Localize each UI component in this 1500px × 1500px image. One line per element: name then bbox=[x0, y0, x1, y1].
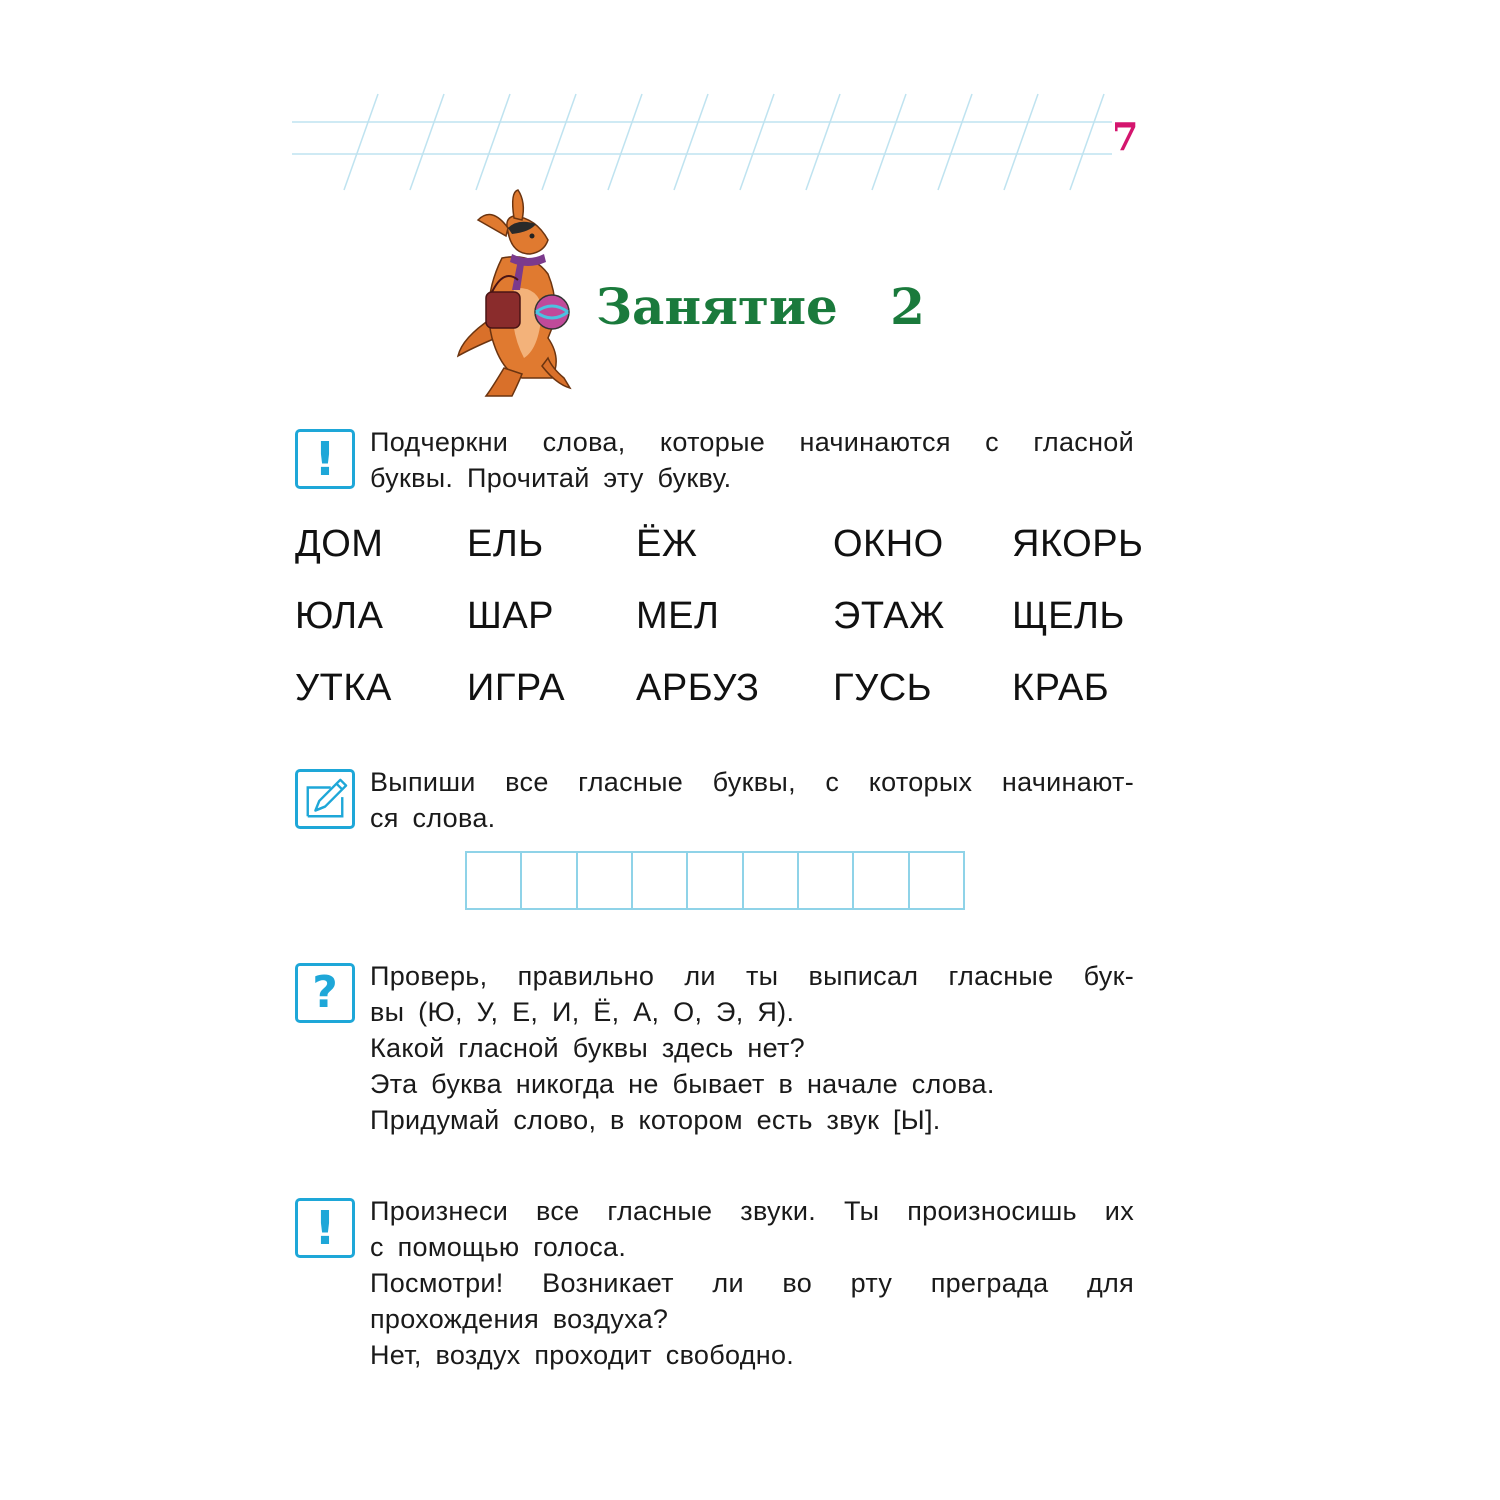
answer-box[interactable] bbox=[522, 853, 577, 908]
word-item[interactable]: ЭТАЖ bbox=[833, 595, 945, 637]
word-item[interactable]: ГУСЬ bbox=[833, 667, 933, 709]
lesson-title: Занятие 2 bbox=[596, 277, 925, 336]
task4-line-2: с помощью голоса. bbox=[370, 1232, 627, 1262]
word-item[interactable]: ИГРА bbox=[467, 667, 566, 709]
task1-line-2: буквы. Прочитай эту букву. bbox=[370, 463, 732, 493]
question-glyph: ? bbox=[312, 967, 338, 1018]
exclamation-icon bbox=[295, 429, 355, 489]
task3-instruction bbox=[370, 958, 1134, 1138]
task4-line-4: прохождения воздуха? bbox=[370, 1304, 669, 1334]
answer-box[interactable] bbox=[578, 853, 633, 908]
task2-line-1: Выпиши все гласные буквы, с которых начинают- bbox=[370, 767, 1134, 797]
page-number: 7 bbox=[1112, 114, 1139, 159]
kangaroo-icon bbox=[452, 188, 584, 402]
word-item[interactable]: ЩЕЛЬ bbox=[1012, 595, 1125, 637]
answer-box[interactable] bbox=[633, 853, 688, 908]
task3-line-1: Проверь, правильно ли ты выписал гласные бук- bbox=[370, 961, 1134, 991]
task2-instruction bbox=[370, 764, 1134, 836]
word-item[interactable]: ЯКОРЬ bbox=[1012, 523, 1144, 565]
answer-boxes bbox=[465, 851, 965, 910]
task1-line-1: Подчеркни слова, которые начинаются с гласной bbox=[370, 427, 1134, 457]
exclamation-icon bbox=[295, 1198, 355, 1258]
word-item[interactable]: УТКА bbox=[295, 667, 392, 709]
task2-line-2: ся слова. bbox=[370, 803, 496, 833]
answer-box[interactable] bbox=[910, 853, 963, 908]
task4-line-5: Нет, воздух проходит свободно. bbox=[370, 1340, 795, 1370]
word-item[interactable]: ЮЛА bbox=[295, 595, 384, 637]
exclamation-glyph: ! bbox=[314, 432, 336, 486]
task3-line-3: Какой гласной буквы здесь нет? bbox=[370, 1033, 805, 1063]
task4-line-1: Произнеси все гласные звуки. Ты произносишь их bbox=[370, 1196, 1134, 1226]
pencil-write-icon bbox=[295, 769, 355, 829]
task3-line-4: Эта буква никогда не бывает в начале слова. bbox=[370, 1069, 995, 1099]
answer-box[interactable] bbox=[799, 853, 854, 908]
word-item[interactable]: ШАР bbox=[467, 595, 555, 637]
task4-line-3: Посмотри! Возникает ли во рту преграда для bbox=[370, 1268, 1134, 1298]
task4-instruction bbox=[370, 1193, 1134, 1373]
answer-box[interactable] bbox=[688, 853, 743, 908]
word-item[interactable]: ЁЖ bbox=[636, 523, 698, 565]
word-item[interactable]: ЕЛЬ bbox=[467, 523, 544, 565]
task3-line-2: вы (Ю, У, Е, И, Ё, А, О, Э, Я). bbox=[370, 997, 795, 1027]
exclamation-glyph: ! bbox=[314, 1201, 336, 1255]
word-item[interactable]: КРАБ bbox=[1012, 667, 1110, 709]
answer-box[interactable] bbox=[467, 853, 522, 908]
pencil-write-glyph bbox=[302, 775, 348, 823]
word-item[interactable]: АРБУЗ bbox=[636, 667, 760, 709]
question-icon bbox=[295, 963, 355, 1023]
header-notebook-grid bbox=[292, 92, 1112, 192]
task3-line-5: Придумай слово, в котором есть звук [Ы]. bbox=[370, 1105, 941, 1135]
word-item[interactable]: ДОМ bbox=[295, 523, 384, 565]
task1-instruction bbox=[370, 424, 1134, 496]
answer-box[interactable] bbox=[744, 853, 799, 908]
word-item[interactable]: ОКНО bbox=[833, 523, 944, 565]
word-item[interactable]: МЕЛ bbox=[636, 595, 720, 637]
answer-box[interactable] bbox=[854, 853, 909, 908]
